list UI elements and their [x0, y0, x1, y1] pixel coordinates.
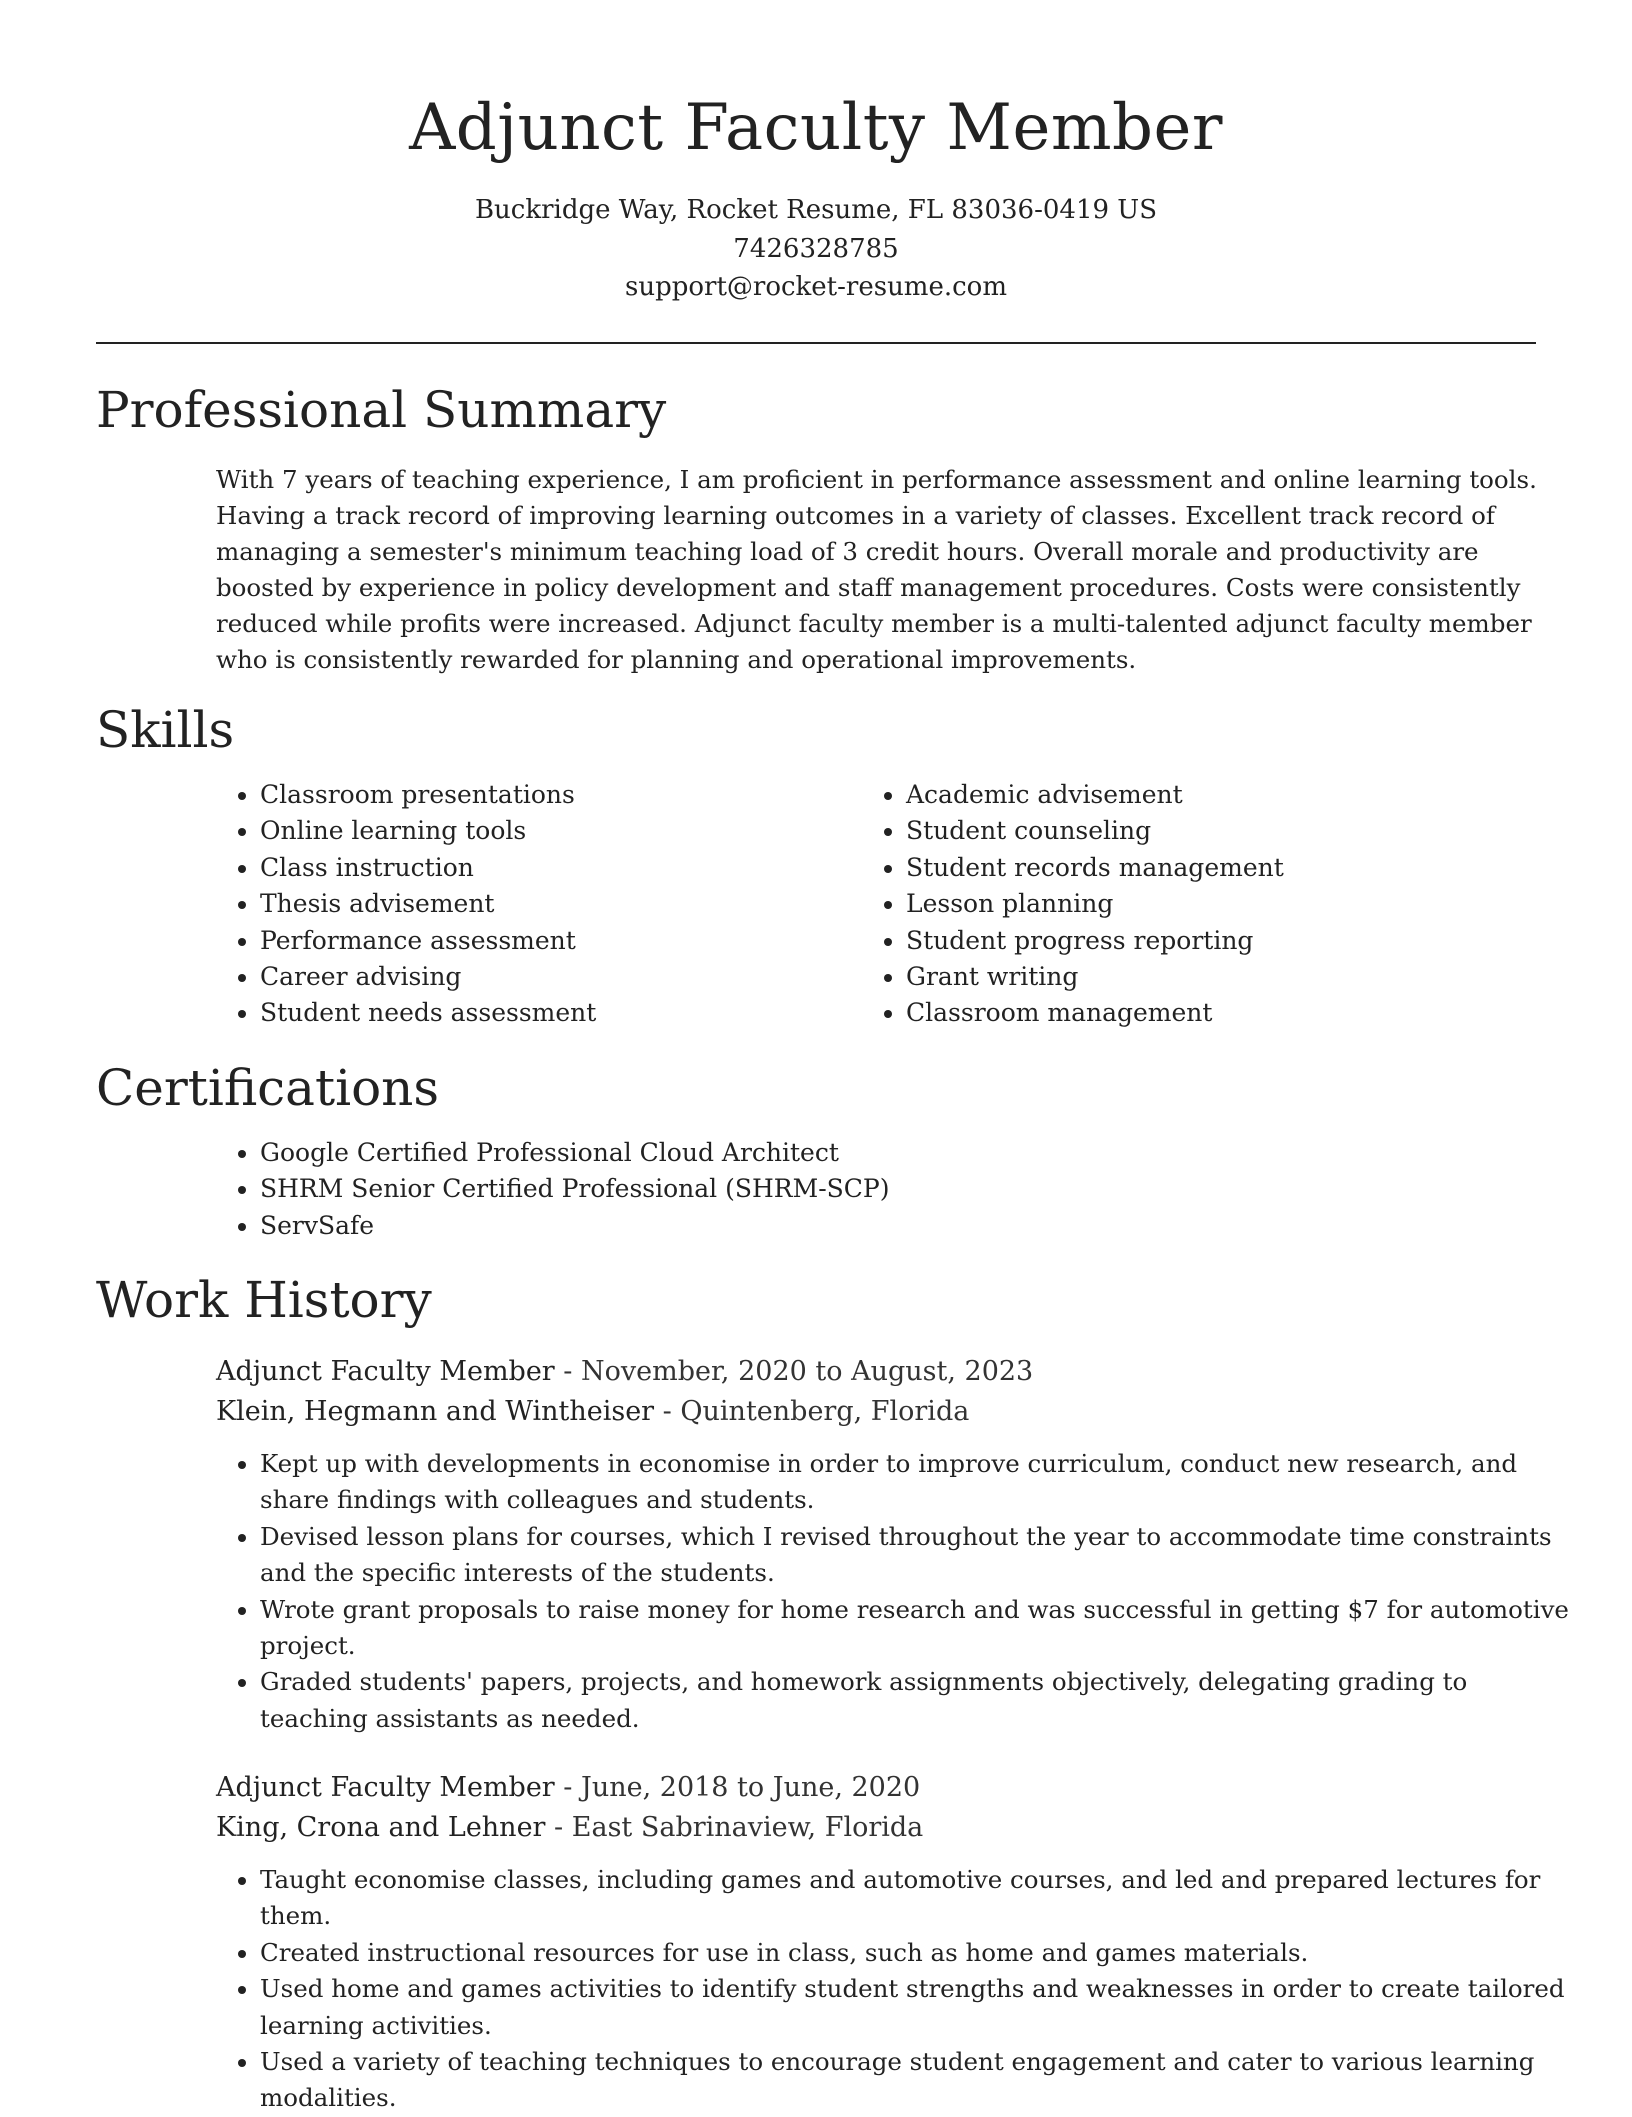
skills-list-left: [216, 777, 860, 1032]
responsibility-item: • Graded students' papers, projects, and homework assignments objectively, delegating grading to teaching assistants as needed.: [260, 1664, 1580, 1737]
contact-email: support@rocket-resume.com: [624, 272, 1007, 302]
responsibility-item: • Wrote grant proposals to raise money for home research and was successful in getting $7 for automotive project.: [260, 1592, 1580, 1665]
job-separator: -: [654, 1396, 681, 1427]
job-company-line: [216, 1808, 1540, 1848]
job-separator: -: [554, 1772, 582, 1803]
job-role: Adjunct Faculty Member: [216, 1356, 555, 1387]
job-dates: June, 2018 to June, 2020: [581, 1772, 921, 1803]
skill-item: • Career advising: [260, 959, 860, 995]
skills-list-right: [862, 777, 1576, 1032]
job-separator: -: [554, 1356, 582, 1387]
summary-text: With 7 years of teaching experience, I am proficient in performance assessment and online learning tools. Having a track record of improving learning outcomes in a variety of classes. Excellent track record of managing a semester's minimum teaching load of 3 credit hours. Overall morale and productivity are boosted by experience in policy development and staff management procedures. Costs were consistently reduced while profits were increased. Adjunct faculty member is a multi-talented adjunct faculty member who is consistently rewarded for planning and operational improvements.: [216, 465, 1537, 674]
responsibility-item: • Used a variety of teaching techniques to encourage student engagement and cater to various learning modalities.: [260, 2044, 1580, 2117]
responsibility-item: • Used home and games activities to identify student strengths and weaknesses in order to create tailored learning activities.: [260, 1971, 1580, 2044]
skill-item: • Student counseling: [906, 813, 1576, 849]
responsibility-item: • Taught economise classes, including games and automotive courses, and led and prepared lectures for them.: [260, 1862, 1580, 1935]
certifications-list: [216, 1135, 1580, 1244]
certification-item: • SHRM Senior Certified Professional (SHRM-SCP): [260, 1171, 1580, 1207]
candidate-name: Adjunct Faculty Member: [409, 91, 1223, 165]
job-title-line: [216, 1768, 1540, 1808]
job-company-line: [216, 1392, 1540, 1432]
job-company: Klein, Hegmann and Wintheiser: [216, 1396, 655, 1427]
skill-item: • Grant writing: [906, 959, 1576, 995]
contact-address: Buckridge Way, Rocket Resume, FL 83036-0419 US: [474, 195, 1158, 225]
skills-heading: Skills: [96, 701, 235, 759]
certification-item: • ServSafe: [260, 1208, 1580, 1244]
responsibility-item: • Devised lesson plans for courses, which I revised throughout the year to accommodate time constraints and the specific interests of the students.: [260, 1519, 1580, 1592]
contact-phone: 7426328785: [733, 234, 899, 264]
job-role: Adjunct Faculty Member: [216, 1772, 555, 1803]
responsibility-item: • Kept up with developments in economise in order to improve curriculum, conduct new research, and share findings with colleagues and students.: [260, 1446, 1580, 1519]
certifications-heading: Certifications: [96, 1059, 440, 1117]
skill-item: • Student records management: [906, 850, 1576, 886]
job-location: East Sabrinaview, Florida: [571, 1812, 924, 1843]
skill-item: • Classroom management: [906, 995, 1576, 1031]
summary-heading: Professional Summary: [96, 381, 667, 439]
skill-item: • Student needs assessment: [260, 995, 860, 1031]
skill-item: • Thesis advisement: [260, 886, 860, 922]
skill-item: • Online learning tools: [260, 813, 860, 849]
job-responsibilities: [216, 1862, 1580, 2117]
responsibility-item: • Created instructional resources for use in class, such as home and games materials.: [260, 1935, 1580, 1971]
job-responsibilities: [216, 1446, 1580, 1737]
skill-item: • Performance assessment: [260, 923, 860, 959]
header-divider: [96, 342, 1536, 344]
skill-item: • Student progress reporting: [906, 923, 1576, 959]
job-location: Quintenberg, Florida: [680, 1396, 970, 1427]
certification-item: • Google Certified Professional Cloud Architect: [260, 1135, 1580, 1171]
job-separator: -: [545, 1812, 572, 1843]
job-company: King, Crona and Lehner: [216, 1812, 546, 1843]
skill-item: • Classroom presentations: [260, 777, 860, 813]
skill-item: • Academic advisement: [906, 777, 1576, 813]
job-title-line: [216, 1352, 1540, 1392]
work-history-heading: Work History: [96, 1271, 432, 1329]
job-dates: November, 2020 to August, 2023: [581, 1356, 1034, 1387]
skill-item: • Class instruction: [260, 850, 860, 886]
skill-item: • Lesson planning: [906, 886, 1576, 922]
